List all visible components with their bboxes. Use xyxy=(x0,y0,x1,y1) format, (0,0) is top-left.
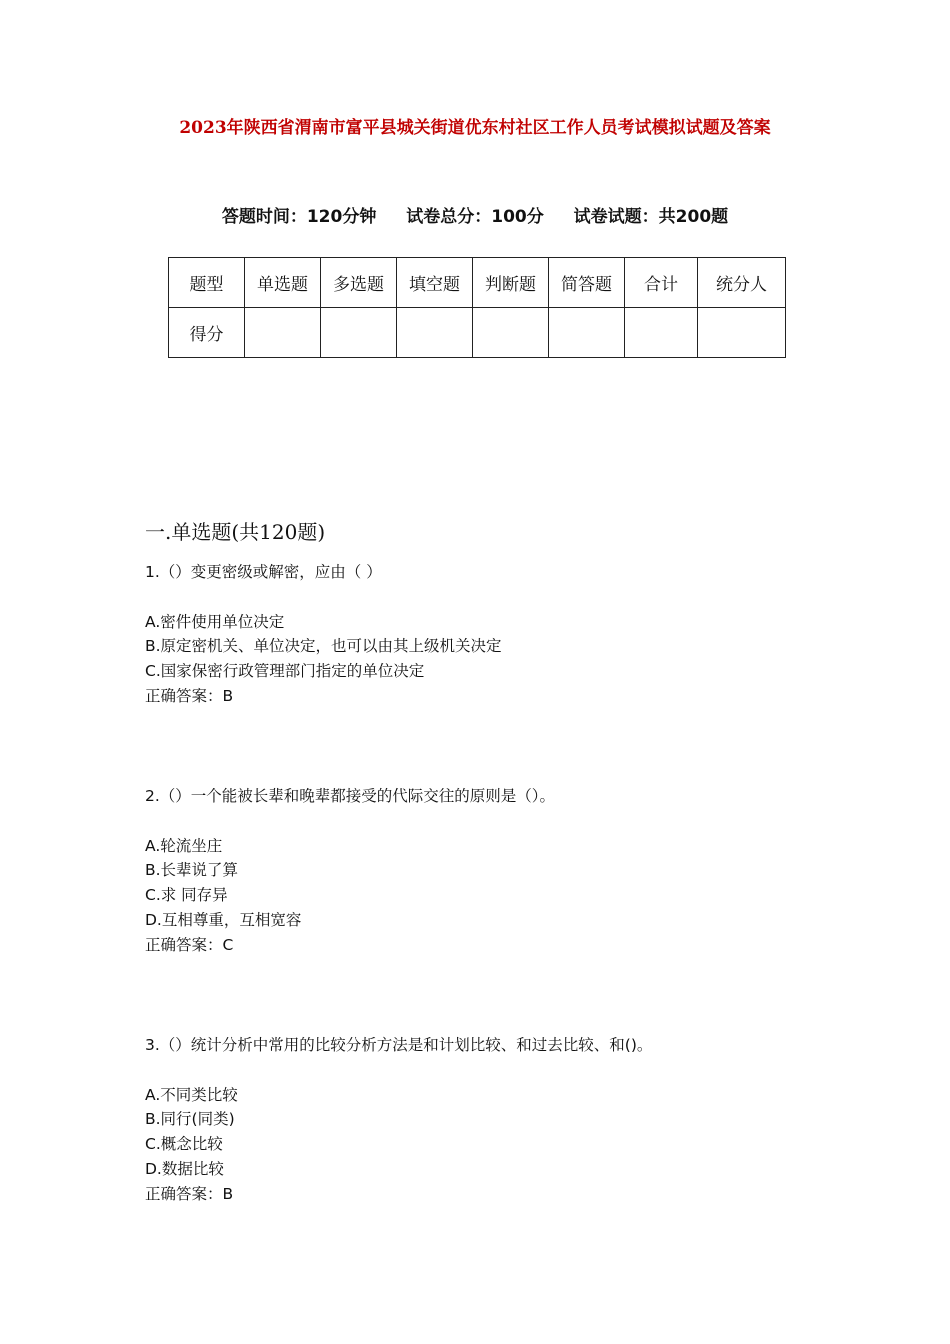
question-1 xyxy=(145,560,502,709)
question-option: A.轮流坐庄 xyxy=(145,836,223,855)
score-table xyxy=(168,257,786,358)
score-header-cell: 简答题 xyxy=(549,258,625,308)
score-cell xyxy=(397,308,473,358)
score-header-cell: 统分人 xyxy=(698,258,786,308)
question-stem: 2.（）一个能被长辈和晚辈都接受的代际交往的原则是（）。 xyxy=(145,787,556,805)
score-cell xyxy=(321,308,397,358)
question-option: A.密件使用单位决定 xyxy=(145,612,285,631)
score-cell xyxy=(473,308,549,358)
document-title: 2023年陕西省渭南市富平县城关街道优东村社区工作人员考试模拟试题及答案 xyxy=(179,118,771,138)
section-title: 一.单选题(共120题) xyxy=(145,520,326,544)
score-table-header-row xyxy=(169,258,786,308)
score-cell xyxy=(245,308,321,358)
question-option: B.同行(同类) xyxy=(145,1110,235,1129)
question-2 xyxy=(145,784,555,958)
question-option: A.不同类比较 xyxy=(145,1085,238,1104)
score-header-cell: 题型 xyxy=(169,258,245,308)
score-table-score-row xyxy=(169,308,786,358)
score-cell xyxy=(549,308,625,358)
question-stem: 1.（）变更密级或解密，应由（ ） xyxy=(145,563,382,581)
question-answer: 正确答案：B xyxy=(145,1184,234,1203)
question-answer: 正确答案：C xyxy=(145,935,234,954)
question-stem: 3.（）统计分析中常用的比较分析方法是和计划比较、和过去比较、和()。 xyxy=(145,1036,653,1054)
exam-meta xyxy=(0,202,950,227)
score-row-label: 得分 xyxy=(169,308,245,358)
question-3 xyxy=(145,1033,652,1207)
score-cell xyxy=(625,308,698,358)
question-option: C.求 同存异 xyxy=(145,886,228,905)
question-option: D.数据比较 xyxy=(145,1159,224,1178)
question-option: B.原定密机关、单位决定，也可以由其上级机关决定 xyxy=(145,637,502,656)
exam-question-count: 试卷试题：共200题 xyxy=(573,207,729,227)
question-option: C.概念比较 xyxy=(145,1135,223,1154)
score-header-cell: 填空题 xyxy=(397,258,473,308)
score-cell xyxy=(698,308,786,358)
score-header-cell: 判断题 xyxy=(473,258,549,308)
question-option: D.互相尊重，互相宽容 xyxy=(145,910,302,929)
score-header-cell: 单选题 xyxy=(245,258,321,308)
exam-time: 答题时间：120分钟 xyxy=(221,207,377,227)
score-header-cell: 多选题 xyxy=(321,258,397,308)
question-answer: 正确答案：B xyxy=(145,686,234,705)
question-option: B.长辈说了算 xyxy=(145,861,239,880)
exam-total-score: 试卷总分：100分 xyxy=(406,207,544,227)
question-option: C.国家保密行政管理部门指定的单位决定 xyxy=(145,662,425,681)
score-header-cell: 合计 xyxy=(625,258,698,308)
